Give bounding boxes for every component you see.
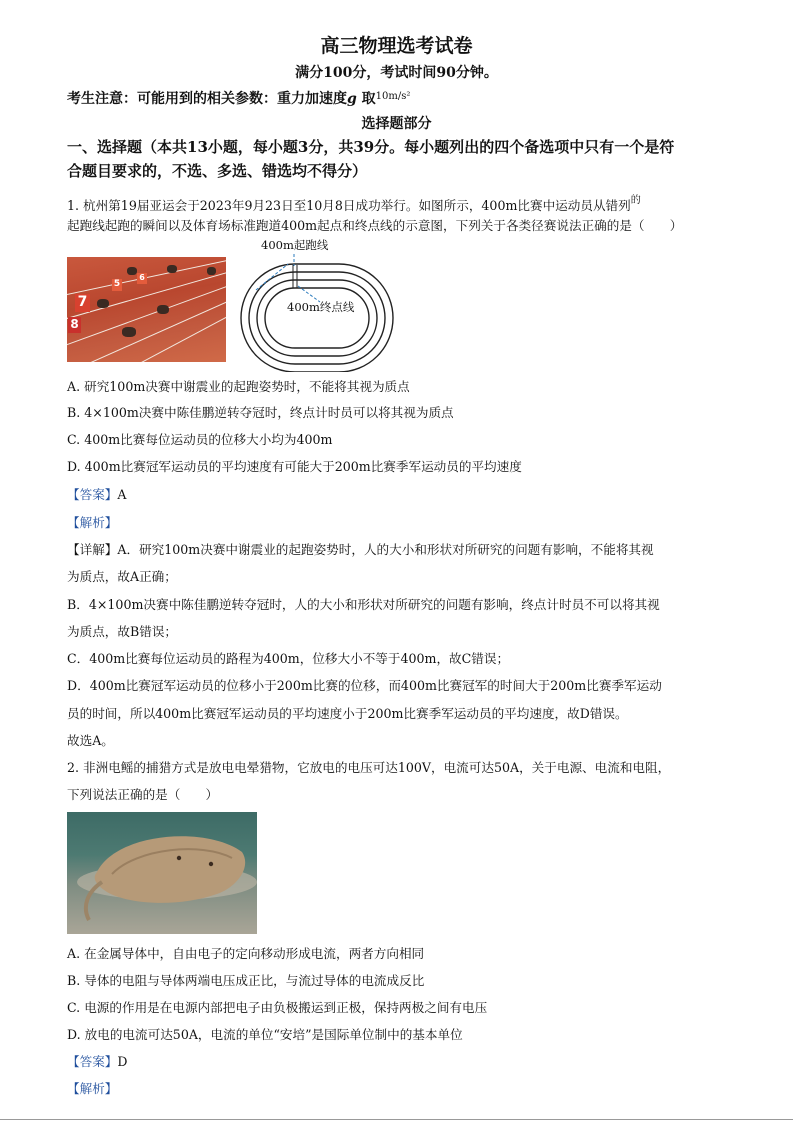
q1-explain-line3: B．4×100m决赛中陈佳鹏逆转夺冠时，人的大小和形状对所研究的问题有影响，终点计时员不可以将其视 bbox=[67, 597, 660, 612]
q1-explain-line4: 为质点，故B错误； bbox=[67, 624, 178, 639]
q2-stem-line1: 2. 非洲电鳐的捕猎方式是放电电晕猎物，它放电的电压可达100V，电流可达50A，关于电源、电流和电阻， bbox=[67, 760, 671, 775]
q1-answer bbox=[67, 484, 126, 503]
q2-option-a: A. 在金属导体中，自由电子的定向移动形成电流，两者方向相同 bbox=[67, 946, 425, 961]
q2-option-c: C. 电源的作用是在电源内部把电子由负极搬运到正极，保持两极之间有电压 bbox=[67, 1000, 488, 1015]
q1-explain-line7: 员的时间，所以400m比赛冠军运动员的平均速度小于200m比赛季军运动员的平均速度，故D错误。 bbox=[67, 706, 628, 721]
notice-take: 取 bbox=[356, 91, 376, 107]
q2-answer-label: 【答案】 bbox=[67, 1054, 118, 1069]
q2-option-b: B. 导体的电阻与导体两端电压成正比，与流过导体的电流成反比 bbox=[67, 973, 425, 988]
q1-option-c: C. 400m比赛每位运动员的位移大小均为400m bbox=[67, 432, 333, 447]
bib-7: 7 bbox=[75, 294, 90, 312]
q1-explain-line5: C．400m比赛每位运动员的路程为400m，位移大小不等于400m，故C错误； bbox=[67, 651, 510, 666]
part-title: 选择题部分 bbox=[361, 116, 432, 132]
q1-stem-line1: 1. 杭州第19届亚运会于2023年9月23日至10月8日成功举行。如图所示，400m比赛中运动员从错列$^的$ bbox=[67, 195, 641, 213]
q1-answer-value: A bbox=[117, 487, 127, 502]
label-finish-line: 400m终点线 bbox=[287, 300, 355, 314]
section-heading-line1: 一、选择题（本共13小题，每小题3分，共39分。每小题列出的四个备选项中只有一个是符 bbox=[67, 138, 675, 156]
q1-option-d: D. 400m比赛冠军运动员的平均速度有可能大于200m比赛季军运动员的平均速度 bbox=[67, 459, 522, 474]
q1-answer-label: 【答案】 bbox=[67, 487, 118, 502]
track-diagram bbox=[238, 238, 398, 372]
label-start-line: 400m起跑线 bbox=[261, 238, 329, 252]
bib-5: 5 bbox=[113, 279, 121, 289]
q2-analysis-label: 【解析】 bbox=[67, 1081, 118, 1096]
notice-prefix: 考生注意：可能用到的相关参数：重力加速度 bbox=[67, 91, 347, 107]
page-bottom-rule bbox=[0, 1119, 793, 1120]
q2-option-d: D. 放电的电流可达50A，电流的单位“安培”是国际单位制中的基本单位 bbox=[67, 1027, 463, 1042]
q1-explain-line2: 为质点，故A正确； bbox=[67, 569, 177, 584]
q1-stem-line2: 起跑线起跑的瞬间以及体育场标准跑道400m起点和终点线的示意图，下列关于各类径赛说法正确的是（ ） bbox=[67, 218, 683, 233]
q1-explain-line6: D．400m比赛冠军运动员的位移小于200m比赛的位移，而400m比赛冠军的时间大于200m比赛季军运动 bbox=[67, 678, 662, 693]
q1-explain-line8: 故选A。 bbox=[67, 733, 114, 748]
q1-stem-small: 的 bbox=[630, 195, 641, 206]
exam-notice bbox=[67, 88, 410, 108]
q1-option-a: A. 研究100m决赛中谢震业的起跑姿势时，不能将其视为质点 bbox=[67, 379, 410, 394]
q1-explain-line1: 【详解】A．研究100m决赛中谢震业的起跑姿势时，人的大小和形状对所研究的问题有影响，不能将其视 bbox=[67, 542, 654, 557]
bib-6: 6 bbox=[137, 273, 147, 284]
q2-answer-value: D bbox=[117, 1054, 128, 1069]
q1-analysis-label: 【解析】 bbox=[67, 515, 118, 530]
electric-ray-photo bbox=[67, 812, 257, 934]
q1-option-b: B. 4×100m决赛中陈佳鹏逆转夺冠时，终点计时员可以将其视为质点 bbox=[67, 405, 454, 420]
section-heading-line2: 合题目要求的，不选、多选、错选均不得分） bbox=[67, 162, 368, 180]
track-start-photo bbox=[67, 257, 226, 362]
q2-answer bbox=[67, 1051, 127, 1070]
bib-8: 8 bbox=[68, 317, 81, 333]
exam-subtitle: 满分100分，考试时间90分钟。 bbox=[295, 65, 498, 81]
g-value: 10m/s² bbox=[375, 91, 411, 102]
exam-title: 高三物理选考试卷 bbox=[320, 35, 473, 57]
g-symbol: g bbox=[347, 91, 357, 107]
q2-stem-line2: 下列说法正确的是（ ） bbox=[67, 787, 219, 802]
